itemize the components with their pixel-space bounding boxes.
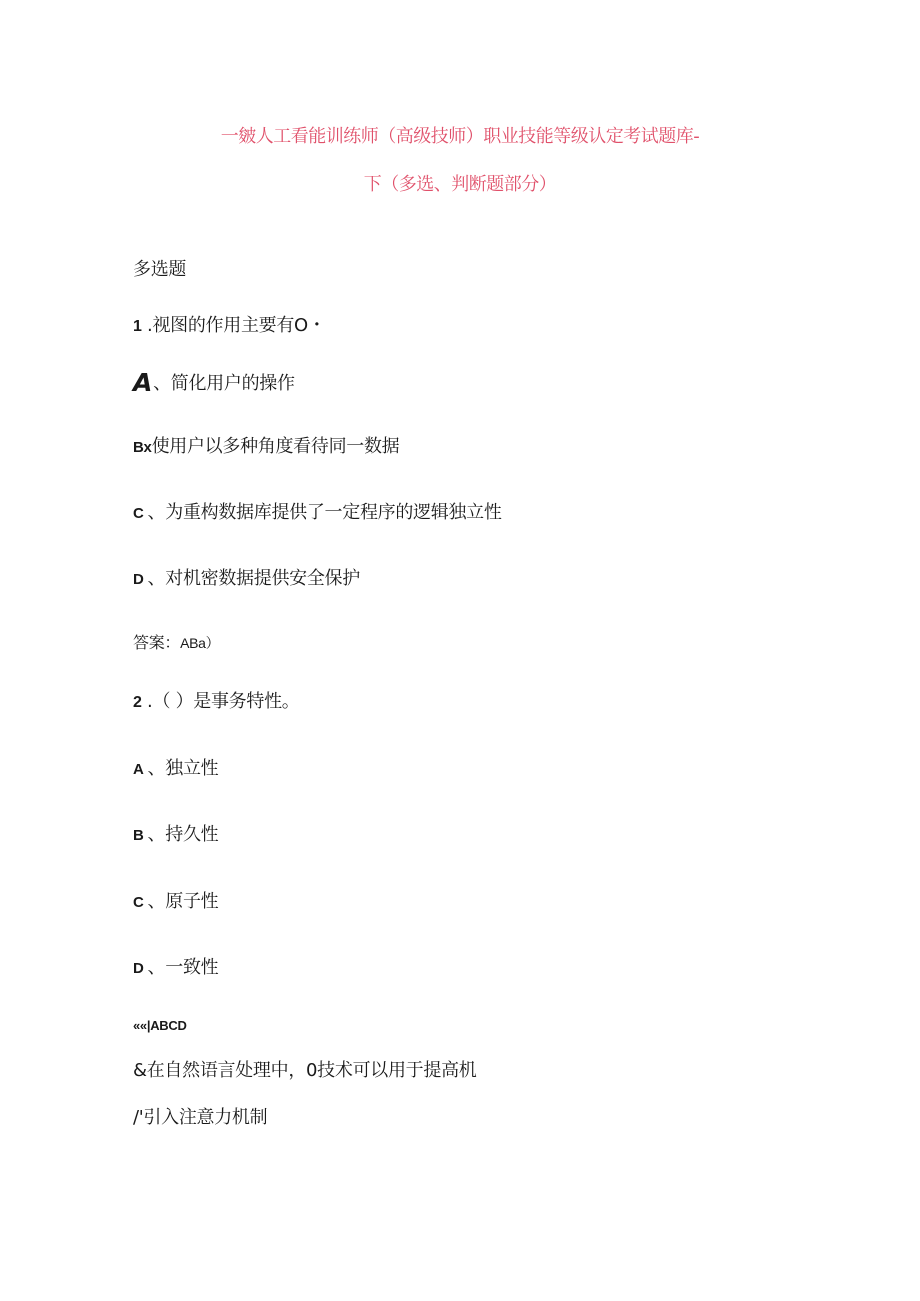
question-1-answer — [133, 630, 219, 653]
question-2-option-c — [133, 887, 218, 913]
option-separator: 、 — [147, 891, 166, 912]
question-1-text: .视图的作用主要有O・ — [141, 315, 326, 336]
option-separator: 、 — [153, 373, 171, 394]
question-1-option-b — [133, 432, 399, 458]
option-text: 一致性 — [165, 957, 219, 978]
option-separator: 、 — [147, 957, 166, 978]
question-1-option-c — [133, 498, 502, 524]
option-label: C — [133, 505, 144, 522]
option-separator: 、 — [147, 824, 166, 845]
question-2-answer: ««|ABCD — [133, 1018, 187, 1033]
option-label: D — [133, 571, 144, 588]
option-separator: 、 — [147, 758, 166, 779]
option-label: B — [133, 827, 144, 844]
section-heading: 多选题 — [133, 259, 187, 280]
question-2-text: .（ ）是事务特性。 — [141, 691, 300, 712]
option-label: C — [133, 894, 144, 911]
option-label: Bx — [133, 439, 152, 456]
question-3: &在自然语言处理中，0技术可以用于提高机 — [133, 1060, 477, 1081]
option-text: 简化用户的操作 — [170, 373, 295, 394]
question-1-option-d — [133, 564, 360, 590]
document-title-line-2: 下（多选、判断题部分） — [363, 174, 557, 195]
option-label: A — [133, 368, 153, 397]
question-2-option-b — [133, 820, 218, 846]
option-text: 原子性 — [165, 891, 219, 912]
document-title-line-1: 一皴人工看能训练师（高级技师）职业技能等级认定考试题库- — [220, 126, 700, 147]
option-label: D — [133, 960, 144, 977]
question-3-option-a: /'引入注意力机制 — [133, 1107, 268, 1128]
question-2-option-d — [133, 953, 218, 979]
option-separator: 、 — [147, 568, 166, 589]
question-1 — [133, 311, 326, 337]
option-text: 对机密数据提供安全保护 — [165, 568, 360, 589]
question-1-option-a — [133, 368, 295, 397]
answer-value: ABa） — [180, 635, 220, 651]
option-text: 使用户以多种角度看待同一数据 — [151, 436, 400, 457]
option-text: 独立性 — [165, 758, 219, 779]
question-2 — [133, 687, 299, 713]
option-text: 为重构数据库提供了一定程序的逻辑独立性 — [165, 502, 502, 523]
question-2-option-a — [133, 754, 218, 780]
question-2-number: 2 — [133, 694, 142, 711]
option-text: 持久性 — [165, 824, 219, 845]
question-1-number: 1 — [133, 318, 142, 335]
answer-label: 答案： — [133, 633, 181, 652]
option-separator: 、 — [147, 502, 166, 523]
option-label: A — [133, 761, 144, 778]
